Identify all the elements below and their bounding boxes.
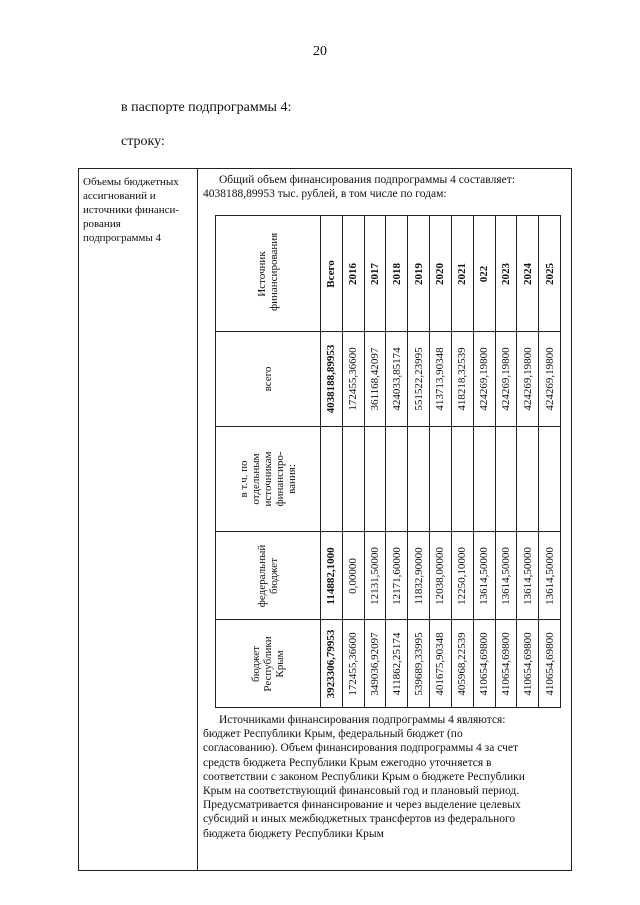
cell-value: 361168,42097: [369, 347, 382, 411]
year-label: 2018: [390, 262, 403, 285]
grid-cell: [495, 620, 517, 708]
incl-header-line: вания:: [286, 464, 298, 494]
federal-header: [216, 532, 321, 620]
summary-text: Общий объем финансирования подпрограммы 4 составляет:: [219, 174, 515, 186]
grid-row-federal: [216, 532, 561, 620]
grid-cell: [364, 532, 386, 620]
summary-total: 4038188,89953 тыс. рублей, в том числе по годам:: [203, 188, 447, 200]
cell-value: 411862,25174: [390, 632, 403, 695]
cell-value: 424269,19800: [543, 347, 556, 411]
cell-value: 12250,10000: [456, 546, 469, 605]
cell-value: 424269,19800: [478, 347, 491, 411]
grid-cell: [517, 532, 539, 620]
grid-cell: [473, 620, 495, 708]
grid-cell: [495, 332, 517, 427]
grid-cell: [430, 532, 452, 620]
cell-value: 13614,50000: [478, 546, 491, 605]
incl-header: [216, 427, 321, 532]
year-label: 2019: [412, 262, 425, 285]
grid-cell: [386, 332, 408, 427]
grid-cell: [539, 427, 561, 532]
grid-cell: [321, 532, 343, 620]
cell-value: 4038188,89953: [325, 344, 338, 414]
total-header: [216, 332, 321, 427]
summary: [203, 173, 567, 201]
footer-line: согласованию). Объем финансирования подпрограммы 4 за счет: [203, 742, 518, 755]
grid-cell: [517, 216, 539, 332]
row-label-line: Объемы бюджетных: [83, 176, 179, 188]
cell-value: 349036,92097: [369, 631, 382, 696]
cell-value: 424269,19800: [521, 347, 534, 411]
cell-value: 410654,69800: [543, 631, 556, 696]
incl-header-line: в т.ч. по: [238, 460, 250, 498]
grid-row-all: [216, 332, 561, 427]
financing-sources-text: [203, 713, 567, 841]
grid-cell: [539, 532, 561, 620]
grid-cell: [342, 216, 364, 332]
row-label-line: ассигнований и: [83, 190, 156, 202]
footer-line: субсидий и иных межбюджетных трансфертов из федерального: [203, 813, 516, 826]
grid-cell: [430, 427, 452, 532]
grid-cell: [517, 620, 539, 708]
grid-cell: [430, 620, 452, 708]
row-line: строку:: [121, 134, 165, 149]
cell-value: 3923306,79953: [325, 629, 338, 698]
cell-value: 13614,50000: [543, 546, 556, 605]
grid-cell: [321, 332, 343, 427]
grid-cell: [386, 427, 408, 532]
grid-cell: [321, 620, 343, 708]
grid-row-republic: [216, 620, 561, 708]
cell-value: 12131,50000: [369, 546, 382, 605]
incl-header-text: [238, 451, 298, 506]
grid-cell: [539, 332, 561, 427]
cell-value: 172455,36600: [347, 631, 360, 696]
year-label: 2020: [434, 262, 447, 285]
footer-line: бюджет Республики Крым, федеральный бюджет (по: [203, 728, 463, 741]
grid-cell: [495, 216, 517, 332]
cell-value: 410654,69800: [499, 631, 512, 696]
row-label-line: подпрограммы 4: [83, 232, 162, 244]
cell-value: 551522,23995: [412, 347, 425, 411]
grid-cell: [473, 332, 495, 427]
cell-value: 539689,33995: [412, 631, 425, 696]
cell-value: 12171,60000: [390, 546, 403, 605]
grid-cell: [408, 427, 430, 532]
grid-cell: [517, 332, 539, 427]
cell-value: 401675,90348: [434, 631, 447, 696]
grid-cell: [386, 532, 408, 620]
row-label: [83, 175, 195, 245]
row-label-line: источники финанси-: [83, 204, 180, 216]
grid-cell: [473, 532, 495, 620]
republic-header: [216, 620, 321, 708]
total-header-text: всего: [262, 366, 274, 392]
grid-cell: [430, 216, 452, 332]
year-label: Всего: [325, 259, 338, 288]
grid-cell: [451, 427, 473, 532]
passport-table: [78, 168, 572, 871]
grid-cell: [408, 620, 430, 708]
grid-cell: [321, 427, 343, 532]
grid-cell: [539, 620, 561, 708]
grid-cell: [364, 216, 386, 332]
grid-cell: [342, 332, 364, 427]
row-label-line: рования: [83, 218, 121, 230]
year-label: 022: [478, 265, 491, 282]
grid-cell: [364, 332, 386, 427]
grid-cell: [473, 427, 495, 532]
grid-cell: [495, 532, 517, 620]
grid-row-incl: [216, 427, 561, 532]
cell-value: 114882,1000: [325, 546, 338, 605]
grid-cell: [451, 532, 473, 620]
grid-cell: [408, 332, 430, 427]
source-header: [216, 216, 321, 332]
cell-value: 0,00000: [347, 557, 360, 594]
intro-line: в паспорте подпрограммы 4:: [121, 100, 292, 115]
grid-cell: [364, 620, 386, 708]
column-divider: [197, 169, 198, 870]
page-number: 20: [313, 44, 327, 59]
cell-value: 405968,22539: [456, 631, 469, 696]
grid-cell: [517, 427, 539, 532]
incl-header-line: финансиро-: [274, 451, 286, 507]
grid-cell: [386, 620, 408, 708]
cell-value: 13614,50000: [521, 546, 534, 605]
cell-value: 13614,50000: [499, 546, 512, 605]
cell-value: 413713,90348: [434, 347, 447, 411]
financing-grid: [215, 215, 561, 708]
cell-value: 424033,85174: [390, 347, 403, 411]
cell-value: 410654,69800: [521, 631, 534, 696]
source-header-text: Источник финансирования: [256, 232, 280, 311]
incl-header-line: отдельным: [250, 453, 262, 505]
federal-header-text: федеральный бюджет: [256, 544, 280, 607]
footer-line: Источниками финансирования подпрограммы 4 являются:: [219, 714, 506, 726]
year-label: 2016: [347, 262, 360, 285]
grid-cell: [386, 216, 408, 332]
cell-value: 172455,36600: [347, 347, 360, 411]
republic-header-text: бюджет Республики Крым: [250, 635, 286, 692]
grid-cell: [408, 216, 430, 332]
grid-cell: [321, 216, 343, 332]
grid-cell: [342, 427, 364, 532]
year-label: 2021: [456, 262, 469, 285]
grid-cell: [451, 216, 473, 332]
grid-cell: [451, 332, 473, 427]
footer-line: соответствии с законом Республики Крым о бюджете Республики: [203, 770, 525, 783]
grid-cell: [539, 216, 561, 332]
cell-value: 410654,69800: [478, 631, 491, 696]
year-label: 2024: [521, 262, 534, 285]
footer-line: Предусматривается финансирование и через выделение целевых: [203, 799, 521, 812]
year-label: 2025: [543, 262, 556, 285]
footer-line: бюджета бюджету Республики Крым: [203, 827, 384, 840]
grid-cell: [364, 427, 386, 532]
grid-cell: [473, 216, 495, 332]
grid-cell: [342, 532, 364, 620]
grid-cell: [430, 332, 452, 427]
cell-value: 11832,90000: [412, 546, 425, 605]
footer-line: средств бюджета Республики Крым ежегодно уточняется в: [203, 756, 492, 769]
cell-value: 418218,32539: [456, 347, 469, 411]
grid-cell: [451, 620, 473, 708]
year-label: 2023: [499, 262, 512, 285]
grid-row-source: [216, 216, 561, 332]
grid-cell: [408, 532, 430, 620]
grid-cell: [495, 427, 517, 532]
cell-value: 424269,19800: [499, 347, 512, 411]
grid-cell: [342, 620, 364, 708]
cell-value: 12038,00000: [434, 546, 447, 605]
year-label: 2017: [369, 262, 382, 285]
incl-header-line: источникам: [262, 451, 274, 507]
footer-line: Крым на соответствующий финансовый год и плановый период.: [203, 785, 520, 798]
